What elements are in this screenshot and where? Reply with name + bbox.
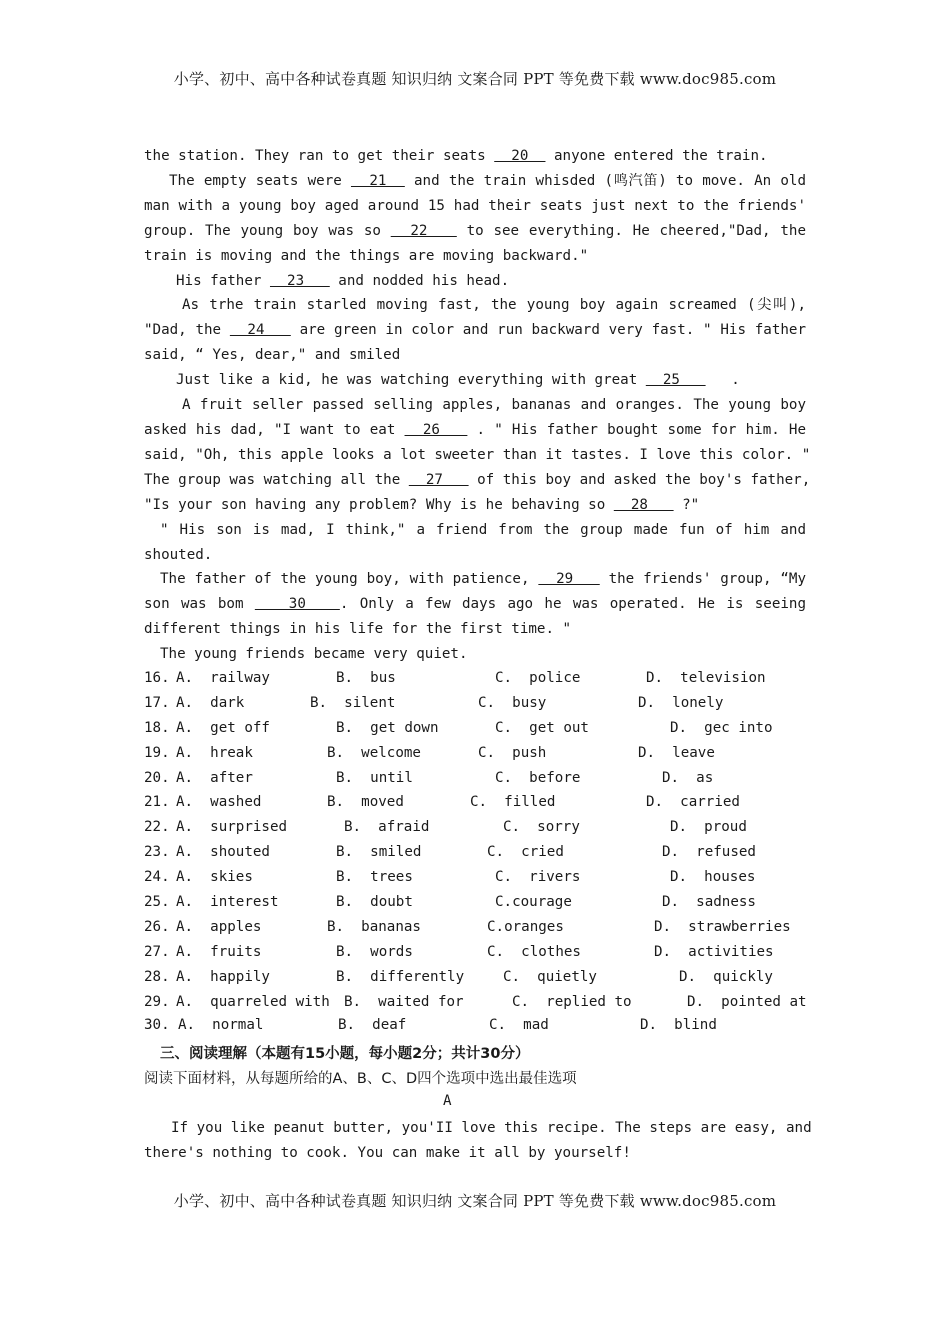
blank-22: 22 [390,222,457,239]
answer-options [144,666,806,1036]
story-line: Just like a kid, he was watching everything with great 25 . [176,372,740,389]
blank-21: 21 [350,172,405,189]
story-line: As trhe train starled moving fast, the young boy again screamed (尖叫), [182,297,806,314]
story-line: "Is your son having any problem? Why is he behaving so 28 ?" [144,496,700,513]
option-row-27: 27. A. fruits B. words C. clothes D. activities [144,943,774,960]
story-line: shouted. [144,546,213,563]
option-row-28: 28. A. happily B. differently C. quietly D. quickly [144,968,773,985]
story-line: group. The young boy was so 22 to see everything. He cheered,"Dad, the [144,222,806,239]
blank-30: 30 [254,596,340,613]
option-row-21: 21. A. washed B. moved C. filled D. carried [144,794,740,811]
story-line: A fruit seller passed selling apples, bananas and oranges. The young boy [182,397,806,414]
blank-27: 27 [408,471,469,488]
option-row-16: 16. A. railway B. bus C. police D. television [144,670,766,686]
story-line: The father of the young boy, with patience, 29 the friends' group, “My [160,571,806,588]
blank-25: 25 [645,372,706,389]
option-row-29: 29. A. quarreled with B. waited for C. replied to D. pointed at [144,993,807,1010]
option-row-22: 22. A. surprised B. afraid C. sorry D. proud [144,819,747,836]
page-header: 小学、初中、高中各种试卷真题 知识归纳 文案合同 PPT 等免费下载 www.doc985.com [173,70,777,88]
option-row-19: 19. A. hreak B. welcome C. push D. leave [144,744,715,761]
blank-23: 23 [269,272,330,289]
story-line: said, "Oh, this apple looks a lot sweeter than it tastes. I love this color. " [144,446,811,463]
blank-26: 26 [404,421,468,438]
story-line: train is moving and the things are moving backward." [144,247,589,264]
option-row-18: 18. A. get off B. get down C. get out D. gec into [144,719,773,736]
passage-line: there's nothing to cook. You can make it all by yourself! [144,1144,631,1161]
option-row-23: 23. A. shouted B. smiled C. cried D. refused [144,844,756,861]
option-row-25: 25. A. interest B. doubt C.courage D. sadness [144,894,756,911]
page-footer: 小学、初中、高中各种试卷真题 知识归纳 文案合同 PPT 等免费下载 www.doc985.com [173,1192,777,1210]
story-line: son was bom 30 . Only a few days ago he was operated. He is seeing [144,596,807,613]
section-title: 三、阅读理解（本题有15小题，每小题2分；共计30分） [160,1046,530,1062]
cloze-story [144,144,811,667]
option-row-20: 20. A. after B. until C. before D. as [144,769,714,786]
blank-20: 20 [494,148,546,164]
option-row-24: 24. A. skies B. trees C. rivers D. houses [144,869,756,886]
story-line: " His son is mad, I think," a friend from the group made fun of him and [160,521,806,538]
story-line: "Dad, the 24 are green in color and run backward very fast. " His father [144,322,806,339]
story-line: asked his dad, "I want to eat 26 . " His father bought some for him. He [144,421,807,438]
story-line: The empty seats were 21 and the train whisded (鸣汽笛) to move. An old [169,172,806,189]
story-line: the station. They ran to get their seats 20 anyone entered the train. [144,148,768,164]
passage-line: If you like peanut butter, you'II love this recipe. The steps are easy, and [171,1120,812,1136]
story-line: The group was watching all the 27 of this boy and asked the boy's father, [144,471,811,488]
option-row-26: 26. A. apples B. bananas C.oranges D. strawberries [144,918,791,935]
story-line: His father 23 and nodded his head. [176,272,510,289]
blank-29: 29 [538,571,600,588]
story-line: different things in his life for the first time. " [144,621,572,638]
blank-24: 24 [229,322,291,339]
section-instruction: 阅读下面材料，从每题所给的A、B、C、D四个选项中选出最佳选项 [144,1071,577,1087]
blank-28: 28 [613,496,674,513]
story-line: said, “ Yes, dear," and smiled [144,347,401,364]
option-row-30: 30. A. normal B. deaf C. mad D. blind [144,1017,717,1034]
story-line: The young friends became very quiet. [160,646,468,663]
story-line: man with a young boy aged around 15 had their seats just next to the friends' [144,197,806,214]
passage-label: A [443,1093,452,1109]
reading-passage [144,1116,812,1166]
option-row-17: 17. A. dark B. silent C. busy D. lonely [144,694,724,711]
